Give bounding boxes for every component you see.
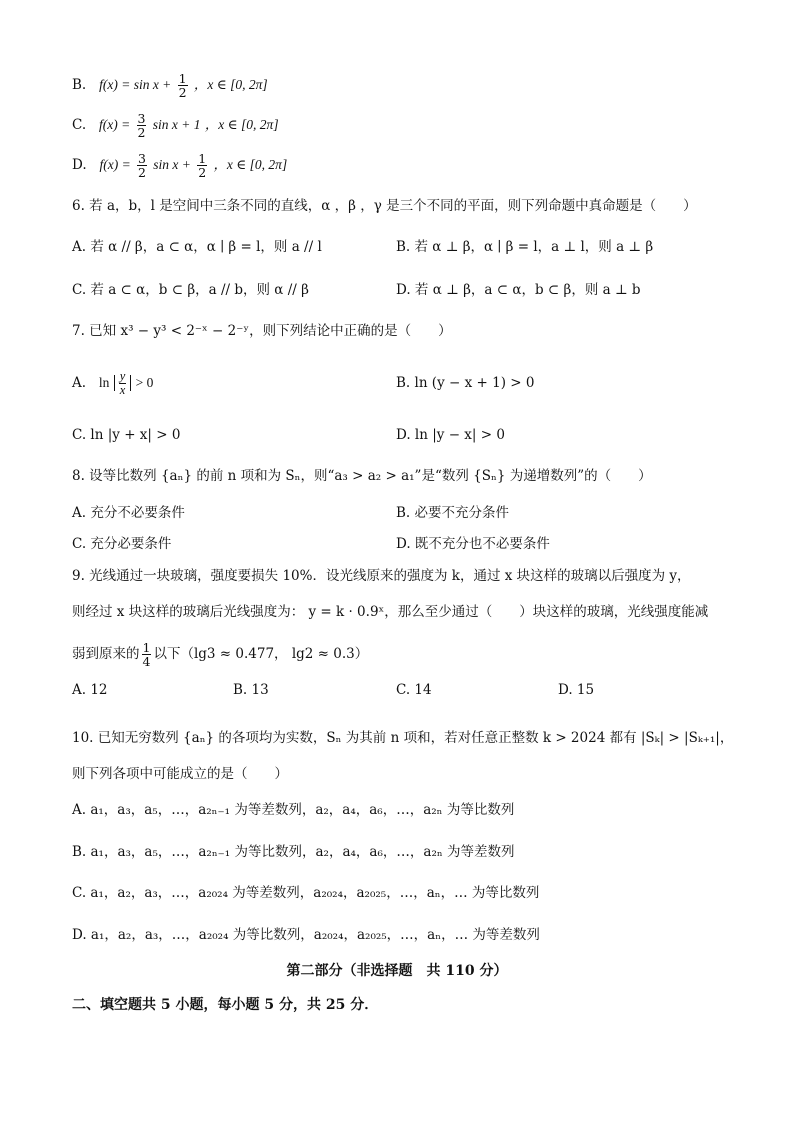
q8-option-b: B. 必要不充分条件 xyxy=(396,505,510,521)
q10-option-c: C. a₁，a₂，a₃，…，a₂₀₂₄ 为等差数列，a₂₀₂₄，a₂₀₂₅，…，aₙ，… 为等比数列 xyxy=(72,885,540,901)
q9-line1: 9. 光线通过一块玻璃，强度要损失 10%．设光线原来的强度为 k，通过 x 块这样的玻璃以后强度为 y， xyxy=(72,568,691,584)
fraction: $\frac{1}{2}$ xyxy=(198,151,207,180)
q7-option-b: B. ln (y − x + 1) > 0 xyxy=(396,375,535,391)
q5-option-b: B. f(x) = sin x + $\frac{1}{2}$ ，x ∈ [0, 2π] xyxy=(72,71,268,100)
q10-option-b: B. a₁，a₃，a₅，…，a₂ₙ₋₁ 为等比数列，a₂，a₄，a₆，…，a₂ₙ 为等差数列 xyxy=(72,844,515,860)
q8-option-d: D. 既不充分也不必要条件 xyxy=(396,536,550,552)
q9-line2: 则经过 x 块这样的玻璃后光线强度为： y = k · 0.9ˣ，那么至少通过（ ）块这样的玻璃，光线强度能减 xyxy=(72,604,709,620)
q8-option-c: C. 充分必要条件 xyxy=(72,536,172,552)
q7-stem: 7. 已知 x³ − y³ < 2⁻ˣ − 2⁻ʸ，则下列结论中正确的是（ ） xyxy=(72,323,452,339)
q9-option-b: B. 13 xyxy=(233,682,269,698)
q7-option-c: C. ln |y + x| > 0 xyxy=(72,427,181,443)
q6-option-b: B. 若 α ⊥ β，α ∣ β = l，a ⊥ l，则 a ⊥ β xyxy=(396,239,654,255)
section2-title: 二、填空题共 5 小题，每小题 5 分，共 25 分． xyxy=(72,997,379,1013)
q9-option-d: D. 15 xyxy=(558,682,595,698)
q8-option-a: A. 充分不必要条件 xyxy=(72,505,185,521)
part2-title: 第二部分（非选择题 共 110 分） xyxy=(286,963,508,979)
q6-option-a: A. 若 α // β，a ⊂ α，α ∣ β = l，则 a // l xyxy=(72,239,322,255)
q5-option-c: C. f(x) = $\frac{3}{2}$ sin x + 1 ，x ∈ [0, 2π] xyxy=(72,111,279,140)
q10-line1: 10. 已知无穷数列 {aₙ} 的各项均为实数，Sₙ 为其前 n 项和，若对任意正整数 k > 2024 都有 |Sₖ| > |Sₖ₊₁|， xyxy=(72,730,734,746)
q6-option-d: D. 若 α ⊥ β，a ⊂ α，b ⊂ β，则 a ⊥ b xyxy=(396,282,641,298)
q10-option-d: D. a₁，a₂，a₃，…，a₂₀₂₄ 为等比数列，a₂₀₂₄，a₂₀₂₅，…，aₙ，… 为等差数列 xyxy=(72,927,540,943)
q7-option-d: D. ln |y − x| > 0 xyxy=(396,427,505,443)
q8-stem: 8. 设等比数列 {aₙ} 的前 n 项和为 Sₙ，则“a₃ > a₂ > a₁”是“数列 {Sₙ} 为递增数列”的（ ） xyxy=(72,468,652,484)
q6-stem: 6. 若 a，b，l 是空间中三条不同的直线，α ，β ，γ 是三个不同的平面，则下列命题中真命题是（ ） xyxy=(72,198,697,214)
q9-option-c: C. 14 xyxy=(396,682,432,698)
q10-line2: 则下列各项中可能成立的是（ ） xyxy=(72,766,288,782)
fraction: $\frac{3}{2}$ xyxy=(137,111,146,140)
q5-option-d: D. f(x) = $\frac{3}{2}$ sin x + $\frac{1}{2}$ ，x ∈ [0, 2π] xyxy=(72,151,288,180)
q9-line3: 弱到原来的 $\frac{1}{4}$ 以下（lg3 ≈ 0.477， lg2 ≈ 0.3） xyxy=(72,640,369,669)
fraction: $\frac{y}{x}$ xyxy=(119,369,126,397)
q9-option-a: A. 12 xyxy=(72,682,108,698)
q6-option-c: C. 若 a ⊂ α，b ⊂ β，a // b，则 α // β xyxy=(72,282,309,298)
fraction: $\frac{1}{4}$ xyxy=(142,640,151,669)
q7-option-a: A. ln $\frac{y}{x}$ > 0 xyxy=(72,369,154,397)
q10-option-a: A. a₁，a₃，a₅，…，a₂ₙ₋₁ 为等差数列，a₂，a₄，a₆，…，a₂ₙ 为等比数列 xyxy=(72,802,515,818)
fraction: $\frac{3}{2}$ xyxy=(138,151,146,180)
fraction: $\frac{1}{2}$ xyxy=(178,71,187,100)
